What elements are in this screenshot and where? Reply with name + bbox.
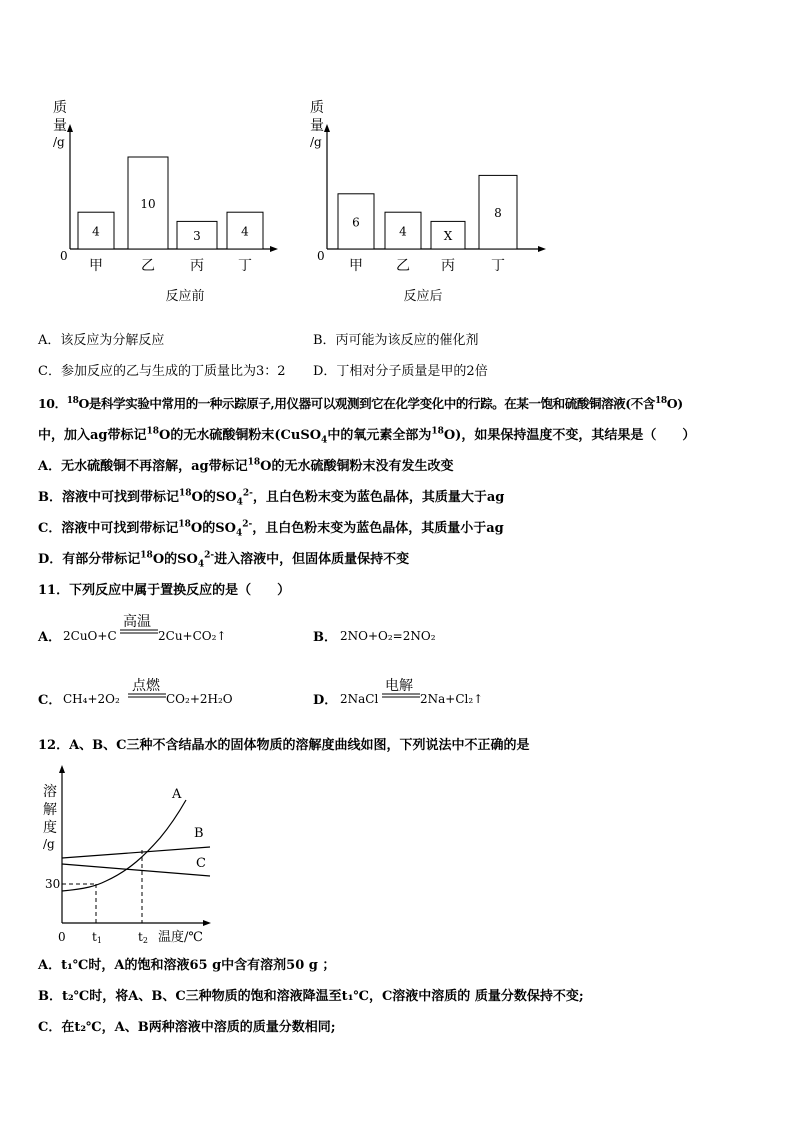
- y-axis-arrow: [59, 765, 65, 773]
- y-axis-label-1: 质: [310, 100, 324, 116]
- curve-b-label: B: [194, 826, 204, 841]
- bar-value-label: 4: [399, 224, 407, 239]
- chart-title: 反应前: [165, 289, 205, 304]
- q10-stem-line1: 10．$^{18}$O是科学实验中常用的一种示踪原子,用仪器可以观测到它在化学变化中的行踪。在某一饱和硫酸铜溶液(不含$^{18}$O): [38, 395, 683, 411]
- origin-label: 0: [58, 930, 66, 944]
- y-axis-label-2: 解: [43, 802, 57, 818]
- bar-value-label: 8: [494, 206, 502, 221]
- x-tick-t2: t2: [138, 930, 148, 945]
- chart-before-reaction: [40, 90, 300, 315]
- y-axis-label-1: 溶: [43, 784, 57, 800]
- y-axis-label-2: 量: [53, 118, 67, 134]
- y-axis-label-4: /g: [43, 837, 55, 851]
- origin-label: 0: [60, 249, 68, 263]
- q11-option-c-rhs: CO₂+2H₂O: [166, 692, 233, 706]
- y-axis-label-3: /g: [53, 135, 65, 149]
- bar-value-label: 6: [352, 215, 360, 230]
- q11-option-d-label: D．: [313, 693, 338, 708]
- bar-value-label: 10: [140, 197, 156, 211]
- q12-option-c: C．在t₂℃，A、B两种溶液中溶质的质量分数相同;: [38, 1020, 336, 1035]
- q11-option-c-label: C．: [38, 693, 62, 708]
- q10-stem-line2: 中，加入ag带标记$^{18}$O的无水硫酸铜粉末(CuSO$_4$中的氧元素全部为$^{18}$O)，如果保持温度不变，其结果是（ ）: [38, 426, 696, 446]
- x-axis-arrow: [203, 920, 211, 926]
- origin-label: 0: [317, 249, 325, 263]
- q11-option-c-equals: [128, 692, 168, 700]
- q11-option-d-lhs: 2NaCl: [340, 692, 379, 706]
- q11-option-a-lhs: 2CuO+C: [63, 629, 117, 643]
- category-label: 乙: [141, 258, 155, 274]
- x-axis-arrow: [270, 246, 278, 252]
- curve-c-label: C: [196, 856, 206, 871]
- q10-option-c: C．溶液中可找到带标记$^{18}$O的$SO_4^{2-}$，且白色粉末变为蓝色晶体，其质量小于ag: [38, 519, 504, 539]
- bar-value-label: 4: [241, 224, 249, 239]
- y-axis-label-1: 质: [53, 100, 67, 116]
- category-label: 丁: [238, 258, 252, 274]
- q11-option-a-condition: 高温: [123, 614, 151, 630]
- bar-value-label: 4: [92, 224, 100, 239]
- category-label: 甲: [349, 258, 363, 274]
- q11-option-d-rhs: 2Na+Cl₂↑: [420, 692, 484, 706]
- q11-stem: 11．下列反应中属于置换反应的是（ ）: [38, 583, 291, 598]
- q9-option-a: A．该反应为分解反应: [38, 333, 165, 348]
- q11-option-b-label: B．: [313, 630, 337, 645]
- x-axis-label: 温度/℃: [158, 930, 203, 945]
- q11-option-c-lhs: CH₄+2O₂: [63, 692, 120, 706]
- q11-option-a-equals: [120, 628, 160, 636]
- q9-option-d: D．丁相对分子质量是甲的2倍: [313, 364, 488, 379]
- category-label: 丙: [441, 258, 455, 274]
- q12-option-b: B．t₂℃时，将A、B、C三种物质的饱和溶液降温至t₁℃，C溶液中溶质的 质量分数保持不变;: [38, 989, 584, 1004]
- q12-stem: 12．A、B、C三种不含结晶水的固体物质的溶解度曲线如图，下列说法中不正确的是: [38, 738, 530, 753]
- y-tick-30: 30: [45, 877, 61, 891]
- category-label: 丙: [190, 258, 204, 274]
- q10-option-b: B．溶液中可找到带标记$^{18}$O的$SO_4^{2-}$，且白色粉末变为蓝色晶体，其质量大于ag: [38, 488, 505, 508]
- category-label: 甲: [89, 258, 103, 274]
- bar-value-label: 3: [193, 229, 201, 244]
- x-tick-t1: t1: [92, 930, 102, 945]
- q10-option-a: A．无水硫酸铜不再溶解，ag带标记$^{18}$O的无水硫酸铜粉末没有发生改变: [38, 457, 454, 474]
- category-label: 乙: [396, 258, 410, 274]
- curve-a: [62, 800, 186, 891]
- q11-option-a-label: A．: [38, 630, 62, 645]
- chart-title: 反应后: [403, 289, 443, 304]
- y-axis-arrow: [67, 124, 73, 132]
- q9-option-b: B．丙可能为该反应的催化剂: [313, 333, 479, 348]
- q11-option-b-equation: 2NO+O₂=2NO₂: [340, 629, 436, 643]
- q11-option-d-equals: [382, 692, 422, 700]
- category-label: 丁: [491, 258, 505, 274]
- y-axis-arrow: [324, 124, 330, 132]
- bar-value-label: X: [443, 229, 453, 244]
- q9-option-c: C．参加反应的乙与生成的丁质量比为3：2: [38, 364, 286, 379]
- y-axis-label-3: /g: [310, 135, 322, 149]
- q11-option-d-condition: 电解: [385, 678, 413, 694]
- x-axis-arrow: [538, 246, 546, 252]
- chart-after-reaction: [290, 90, 560, 315]
- y-axis-label-2: 量: [310, 118, 324, 134]
- y-axis-label-3: 度: [43, 820, 57, 836]
- q11-option-c-condition: 点燃: [132, 678, 160, 694]
- curve-c: [62, 864, 210, 876]
- q11-option-a-rhs: 2Cu+CO₂↑: [158, 629, 227, 643]
- q12-option-a: A．t₁℃时，A的饱和溶液65 g中含有溶剂50 g ；: [38, 958, 336, 973]
- solubility-curve-chart: [40, 760, 230, 950]
- q10-option-d: D．有部分带标记$^{18}$O的$SO_4^{2-}$进入溶液中，但固体质量保持不变: [38, 550, 410, 570]
- curve-b: [62, 847, 210, 858]
- curve-a-label: A: [172, 787, 182, 802]
